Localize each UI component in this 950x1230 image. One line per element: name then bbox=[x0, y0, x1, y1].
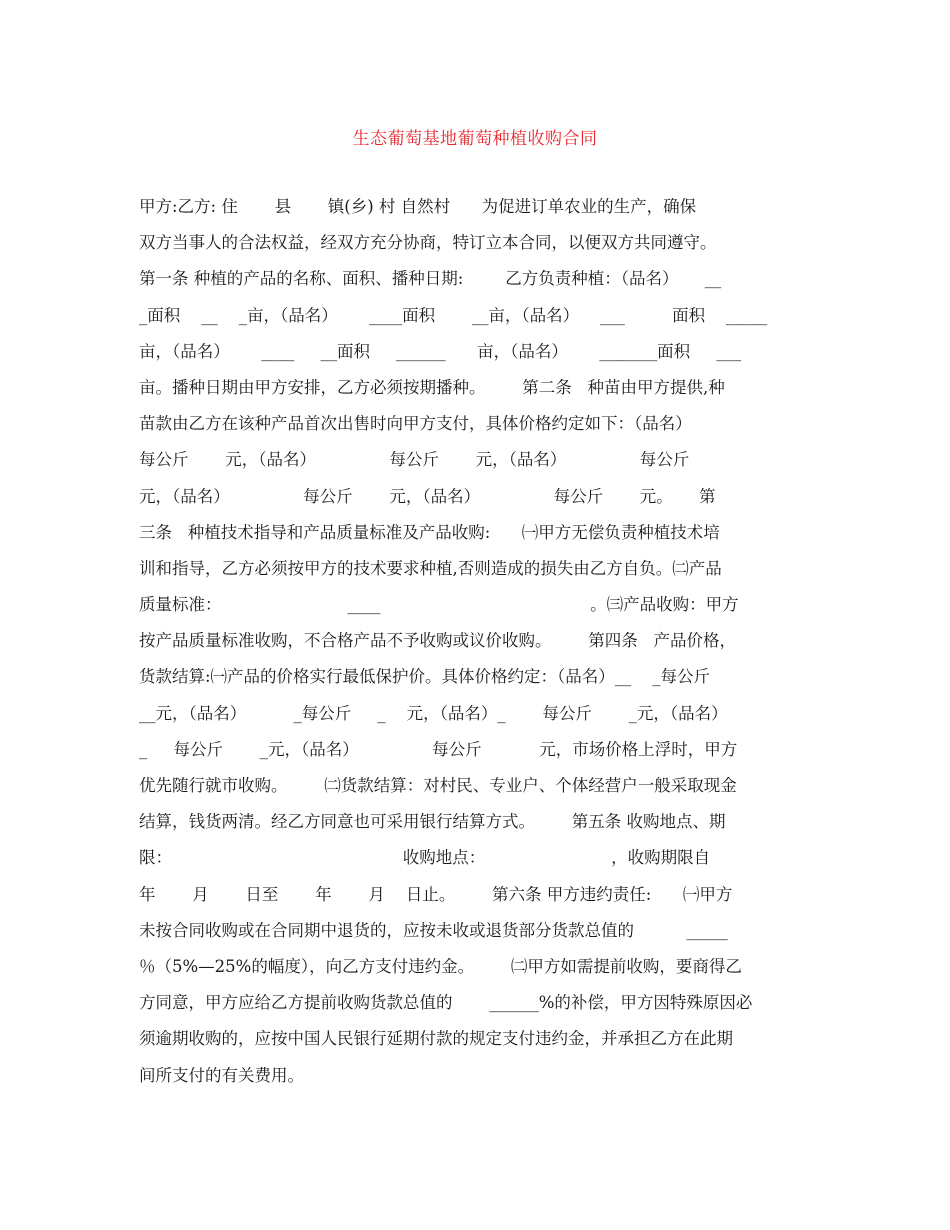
contract-line: 间所支付的有关费用。 bbox=[139, 1065, 304, 1085]
contract-line: 须逾期收购的，应按中国人民银行延期付款的规定支付违约金，并承担乙方在此期 bbox=[139, 1029, 733, 1049]
contract-body bbox=[139, 193, 829, 1098]
contract-line: _ 每公斤 _元，（品名） 每公斤 元，市场价格上浮时，甲方 bbox=[139, 739, 738, 759]
contract-line: 每公斤 元，（品名） 每公斤 元，（品名） 每公斤 bbox=[139, 450, 690, 470]
contract-line: 甲方:乙方: 住 县 镇(乡) 村 自然村 为促进订单农业的生产，确保 bbox=[139, 197, 697, 216]
contract-line: 结算，钱货两清。经乙方同意也可采用银行结算方式。 第五条 收购地点、期 bbox=[139, 812, 726, 832]
document-title: 生态葡萄基地葡萄种植收购合同 bbox=[352, 129, 598, 149]
contract-line: 三条 种植技术指导和产品质量标准及产品收购: ㈠甲方无偿负责种植技术培 bbox=[139, 522, 720, 542]
contract-line: _面积 __ _亩，（品名） ____面积 __亩，（品名） ___ 面积 _____ bbox=[139, 305, 768, 325]
contract-line: ％（5%—25%的幅度），向乙方支付违约金。 ㈡甲方如需提前收购，要商得乙 bbox=[139, 956, 742, 976]
contract-line: 双方当事人的合法权益，经双方充分协商，特订立本合同，以便双方共同遵守。 bbox=[139, 233, 717, 253]
contract-line: 年 月 日至 年 月 日止。 第六条 甲方违约责任: ㈠甲方 bbox=[139, 884, 733, 904]
contract-line: 第一条 种植的产品的名称、面积、播种日期: 乙方负责种植：（品名） __ bbox=[139, 269, 722, 289]
contract-line: 货款结算:㈠产品的价格实行最低保护价。具体价格约定：（品名）__ _每公斤 bbox=[139, 667, 711, 687]
contract-line: 亩，（品名） ____ __面积 ______ 亩，（品名） _______面积 ___ bbox=[139, 341, 742, 361]
contract-line: 苗款由乙方在该种产品首次出售时向甲方支付，具体价格约定如下：（品名） bbox=[139, 414, 692, 434]
contract-line: 亩。播种日期由甲方安排，乙方必须按期播种。 第二条 种苗由甲方提供,种 bbox=[139, 377, 725, 397]
contract-line: __元，（品名） _每公斤 _ 元，（品名）_ 每公斤 _元，（品名） bbox=[139, 703, 728, 723]
contract-line: 按产品质量标准收购，不合格产品不予收购或议价收购。 第四条 产品价格， bbox=[139, 631, 736, 651]
contract-line: 限： 收购地点： ，收购期限自 bbox=[139, 848, 711, 868]
contract-line: 质量标准： ____ 。㈢产品收购：甲方 bbox=[139, 595, 739, 615]
contract-line: 元，（品名） 每公斤 元，（品名） 每公斤 元。 第 bbox=[139, 486, 716, 506]
contract-line: 未按合同收购或在合同期中退货的，应按未收或退货部分货款总值的 _____ bbox=[139, 920, 728, 940]
contract-line: 优先随行就市收购。 ㈡货款结算：对村民、专业户、个体经营户一般采取现金 bbox=[139, 776, 737, 795]
contract-line: 方同意，甲方应给乙方提前收购货款总值的 ______%的补偿，甲方因特殊原因必 bbox=[139, 993, 753, 1013]
contract-line: 训和指导，乙方必须按甲方的技术要求种植,否则造成的损失由乙方自负。㈡产品 bbox=[139, 558, 722, 578]
